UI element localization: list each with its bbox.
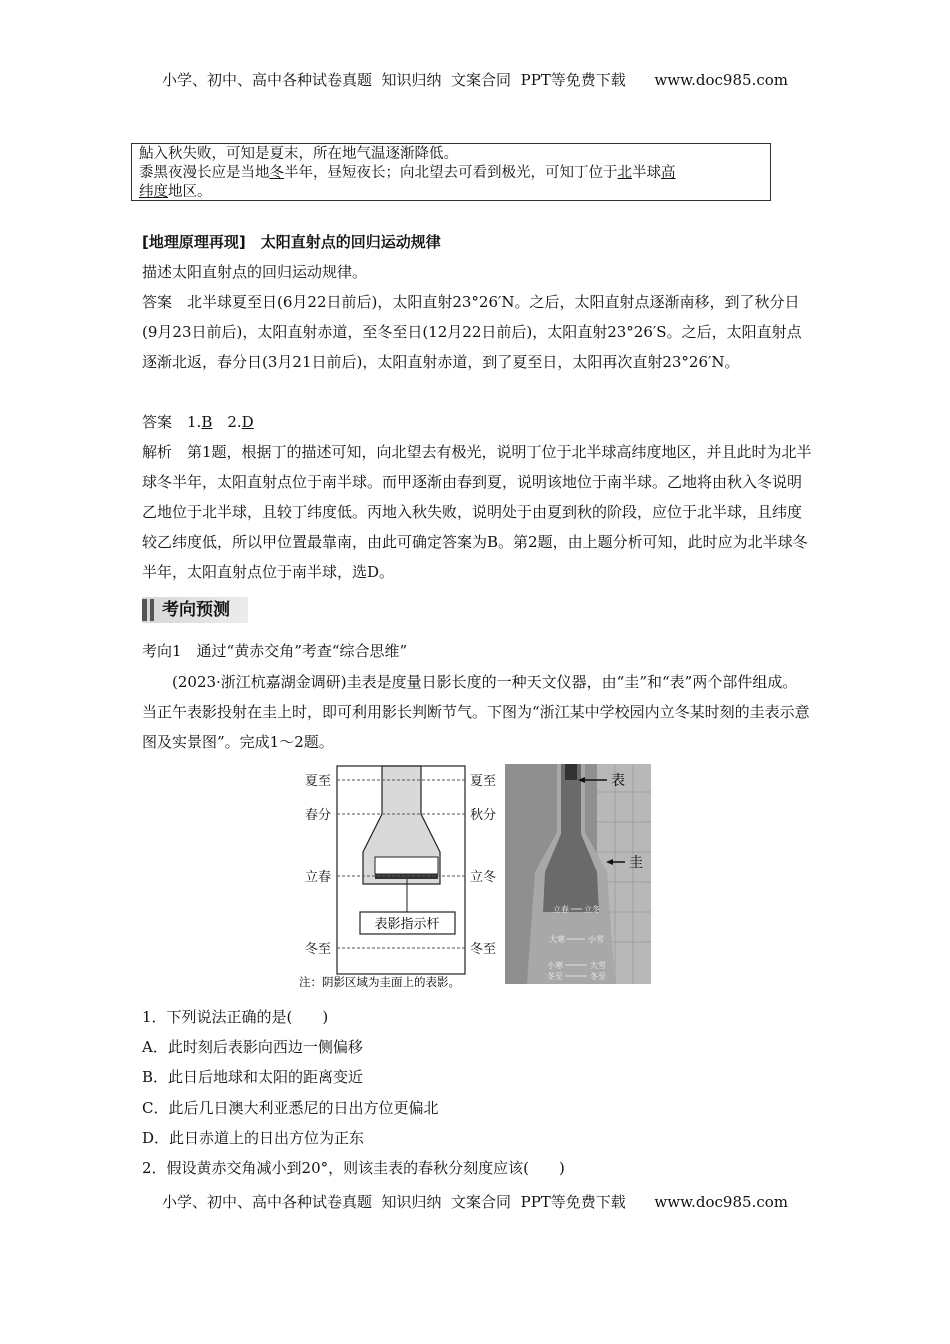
biao-post <box>565 764 577 780</box>
question-1-stem: 1．下列说法正确的是( ) <box>142 1008 329 1026</box>
box-underline-text: 北 <box>617 165 632 181</box>
analysis-paragraph: 解析 第1题，根据丁的描述可知，向北望去有极光，说明丁位于北半球高纬度地区，并且此时为北半球冬半年，太阳直射点位于南半球。而甲逐渐由春到夏，说明该地位于南半球。乙地将由秋入冬说明乙地位于北半球，且较丁纬度低。丙地入秋失败，说明处于由夏到秋的阶段，应位于北半球，且纬度较乙纬度低，所以甲位置最靠南，由此可确定答案为B。第2题，由上题分析可知，此时应为北半球冬半年，太阳直射点位于南半球，选D。 <box>142 443 812 581</box>
box-line-3 <box>139 183 763 202</box>
continued-answer-box <box>131 143 771 201</box>
page-header: 小学、初中、高中各种试卷真题 知识归纳 文案合同 PPT等免费下载 www.doc985.com <box>161 71 788 89</box>
section-marker <box>142 599 147 621</box>
box-text: 地区。 <box>168 184 212 200</box>
section-title: 考向预测 <box>162 600 230 620</box>
photo-label-biao: 表 <box>611 773 625 789</box>
pointer-box <box>375 857 438 874</box>
photo-mark: 小寒 <box>547 961 563 970</box>
box-text: 黍黑夜漫长应是当地 <box>139 165 270 181</box>
answer-mid: 2. <box>212 413 242 431</box>
box-underline-text: 纬度 <box>139 184 168 200</box>
principle-title: [地理原理再现] 太阳直射点的回归运动规律 <box>142 233 441 251</box>
photo-mark: 立冬 <box>584 905 600 914</box>
photo-mark: 小雪 <box>588 935 604 944</box>
box-underline-text: 高 <box>661 165 676 181</box>
left-label: 冬至 <box>304 942 331 957</box>
option-a: A．此时刻后表影向西边一侧偏移 <box>142 1038 363 1056</box>
photo-mark: 大寒 <box>549 935 565 944</box>
option-b: B．此日后地球和太阳的距离变近 <box>142 1068 364 1086</box>
right-label: 秋分 <box>470 808 497 823</box>
option-d: D．此日赤道上的日出方位为正东 <box>142 1129 365 1147</box>
box-text: 半年，昼短夜长；向北望去可看到极光，可知丁位于 <box>284 165 618 181</box>
principle-answer: 答案 北半球夏至日(6月22日前后)，太阳直射23°26′N。之后，太阳直射点逐渐南移，到了秋分日(9月23日前后)，太阳直射赤道，至冬至日(12月22日前后)，太阳直射23°26′S。之后，太阳直射点逐渐北返，春分日(3月21日前后)，太阳直射赤道，到了夏至日，太阳再次直射23°26′N。 <box>142 293 802 371</box>
answer-prefix: 答案 1. <box>142 413 202 431</box>
section-marker <box>150 599 154 621</box>
box-line-1: 鮎入秋失败，可知是夏末，所在地气温逐渐降低。 <box>139 146 458 162</box>
box-line-2 <box>139 164 763 183</box>
answer-2: D <box>241 413 254 431</box>
answer-line <box>142 407 812 437</box>
left-label: 春分 <box>304 808 331 823</box>
intro-paragraph: (2023·浙江杭嘉湖金调研)圭表是度量日影长度的一种天文仪器，由“圭”和“表”两个部件组成。当正午表影投射在圭上时，即可利用影长判断节气。下图为“浙江某中学校园内立冬某时刻的圭表示意图及实景图”。完成1～2题。 <box>142 673 810 751</box>
photo-label-gui: 圭 <box>629 855 643 871</box>
box-text: 半球 <box>632 165 661 181</box>
principle-question: 描述太阳直射点的回归运动规律。 <box>142 263 368 281</box>
right-label: 冬至 <box>470 942 497 957</box>
right-label: 立冬 <box>470 870 497 885</box>
photo-mark: 大雪 <box>590 961 606 970</box>
topic-line: 考向1 通过“黄赤交角”考查“综合思维” <box>142 642 408 660</box>
page-footer: 小学、初中、高中各种试卷真题 知识归纳 文案合同 PPT等免费下载 www.doc985.com <box>161 1193 788 1211</box>
answer-1: B <box>201 413 213 431</box>
option-c: C．此后几日澳大利亚悉尼的日出方位更偏北 <box>142 1099 439 1117</box>
pointer-label: 表影指示杆 <box>374 917 440 932</box>
photo-mark: 冬至 <box>547 972 563 981</box>
photo-mark: 冬至 <box>590 972 606 981</box>
right-label: 夏至 <box>470 774 497 789</box>
figure-note: 注：阴影区域为圭面上的表影。 <box>299 975 460 989</box>
left-label: 夏至 <box>304 774 331 789</box>
question-2-stem: 2．假设黄赤交角减小到20°，则该圭表的春秋分刻度应该( ) <box>142 1159 565 1177</box>
left-label: 立春 <box>304 870 331 885</box>
gnomon-figure <box>295 762 655 992</box>
box-underline-text: 冬 <box>269 165 284 181</box>
photo-mark: 立春 <box>553 905 569 914</box>
